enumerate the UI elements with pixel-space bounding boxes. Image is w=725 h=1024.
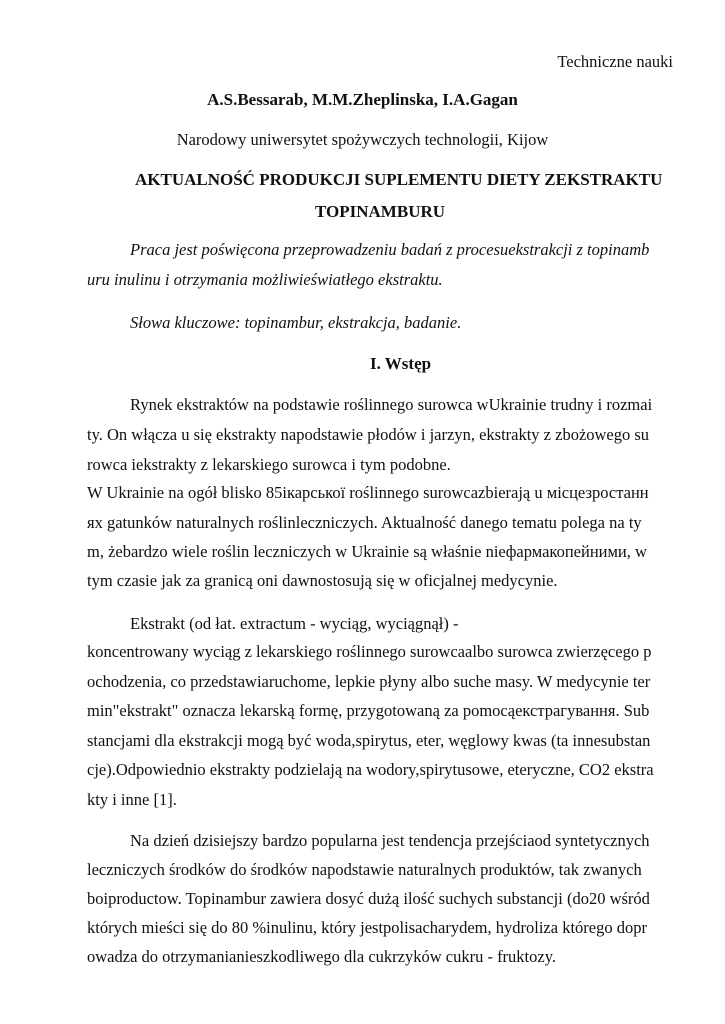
- paragraph-line: W Ukrainie na ogół blisko 85ікарської roślinnego surowcazbierają u місцезростанн: [87, 483, 649, 502]
- paragraph-line: tym czasie jak za granicą oni dawnostosują się w oficjalnej medycynie.: [87, 571, 558, 590]
- paragraph-line: boiproductow. Topinambur zawiera dosyć dużą ilość suchych substancji (do20 wśród: [87, 889, 650, 908]
- paragraph-line: których mieści się do 80 %inulinu, który jestpolisacharydem, hydroliza którego dopr: [87, 918, 647, 937]
- paragraph-line: ty. On włącza u się ekstrakty napodstawie płodów i jarzyn, ekstrakty z zbożowego su: [87, 425, 650, 444]
- paper-title-line-1: AKTUALNOŚĆ PRODUKCJI SUPLEMENTU DIETY ZEKSTRAKTU: [135, 170, 663, 189]
- paragraph-line: stancjami dla ekstrakcji mogą być woda,spirytus, eter, węglowy kwas (ta innesubstan: [87, 731, 651, 750]
- paragraph-line: Na dzień dzisiejszy bardzo popularna jest tendencja przejściaod syntetycznych: [130, 831, 650, 850]
- affiliation: Narodowy uniwersytet spożywczych technologii, Kijow: [176, 130, 549, 149]
- paragraph-line: leczniczych środków do środków napodstawie naturalnych produktów, tak zwanych: [87, 860, 642, 879]
- paragraph-line: rowca iekstrakty z lekarskiego surowca i tym podobne.: [87, 455, 451, 474]
- abstract-line: uru inulinu i otrzymania możliwieświatłego ekstraktu.: [87, 270, 443, 289]
- paragraph-line: min"ekstrakt" oznacza lekarską formę, przygotowaną za pomocąекстрагування. Sub: [87, 701, 650, 720]
- paragraph-line: owadza do otrzymanianieszkodliwego dla cukrzyków cukru - fruktozy.: [87, 947, 557, 966]
- section-label: Techniczne nauki: [557, 52, 673, 71]
- keywords: [130, 313, 461, 333]
- paragraph-line: kty i inne [1].: [87, 790, 177, 809]
- paragraph-line: ях gatunków naturalnych roślinleczniczych. Aktualność danego tematu polega na ty: [87, 513, 642, 532]
- authors: A.S.Bessarab, M.M.Zheplinska, I.A.Gagan: [207, 90, 518, 109]
- paper-title-line-2: TOPINAMBURU: [315, 202, 446, 221]
- paragraph-line: cje).Odpowiednio ekstrakty podzielają na wodory,spirytusowe, eteryczne, CO2 ekstra: [87, 760, 654, 779]
- paragraph-line: ochodzenia, co przedstawiaruchome, lepkie płyny albo suche masy. W medycynie ter: [87, 672, 651, 691]
- abstract-line: Praca jest poświęcona przeprowadzeniu badań z procesuekstrakcji z topinamb: [130, 240, 650, 259]
- paragraph-line: m, żebardzo wiele roślin leczniczych w Ukrainie są właśnie nieфармакопейними, w: [87, 542, 647, 561]
- paragraph-line: koncentrowany wyciąg z lekarskiego roślinnego surowcaalbo surowca zwierzęcego p: [87, 642, 652, 661]
- keywords-label: Słowa kluczowe:: [130, 313, 241, 332]
- paragraph-line: Ekstrakt (od łat. extractum - wyciąg, wyciągnął) -: [130, 614, 459, 633]
- keywords-text: topinambur, ekstrakcja, badanie.: [240, 313, 462, 332]
- paragraph-line: Rynek ekstraktów na podstawie roślinnego surowca wUkrainie trudny i rozmai: [130, 395, 653, 414]
- section-heading: I. Wstęp: [370, 354, 432, 373]
